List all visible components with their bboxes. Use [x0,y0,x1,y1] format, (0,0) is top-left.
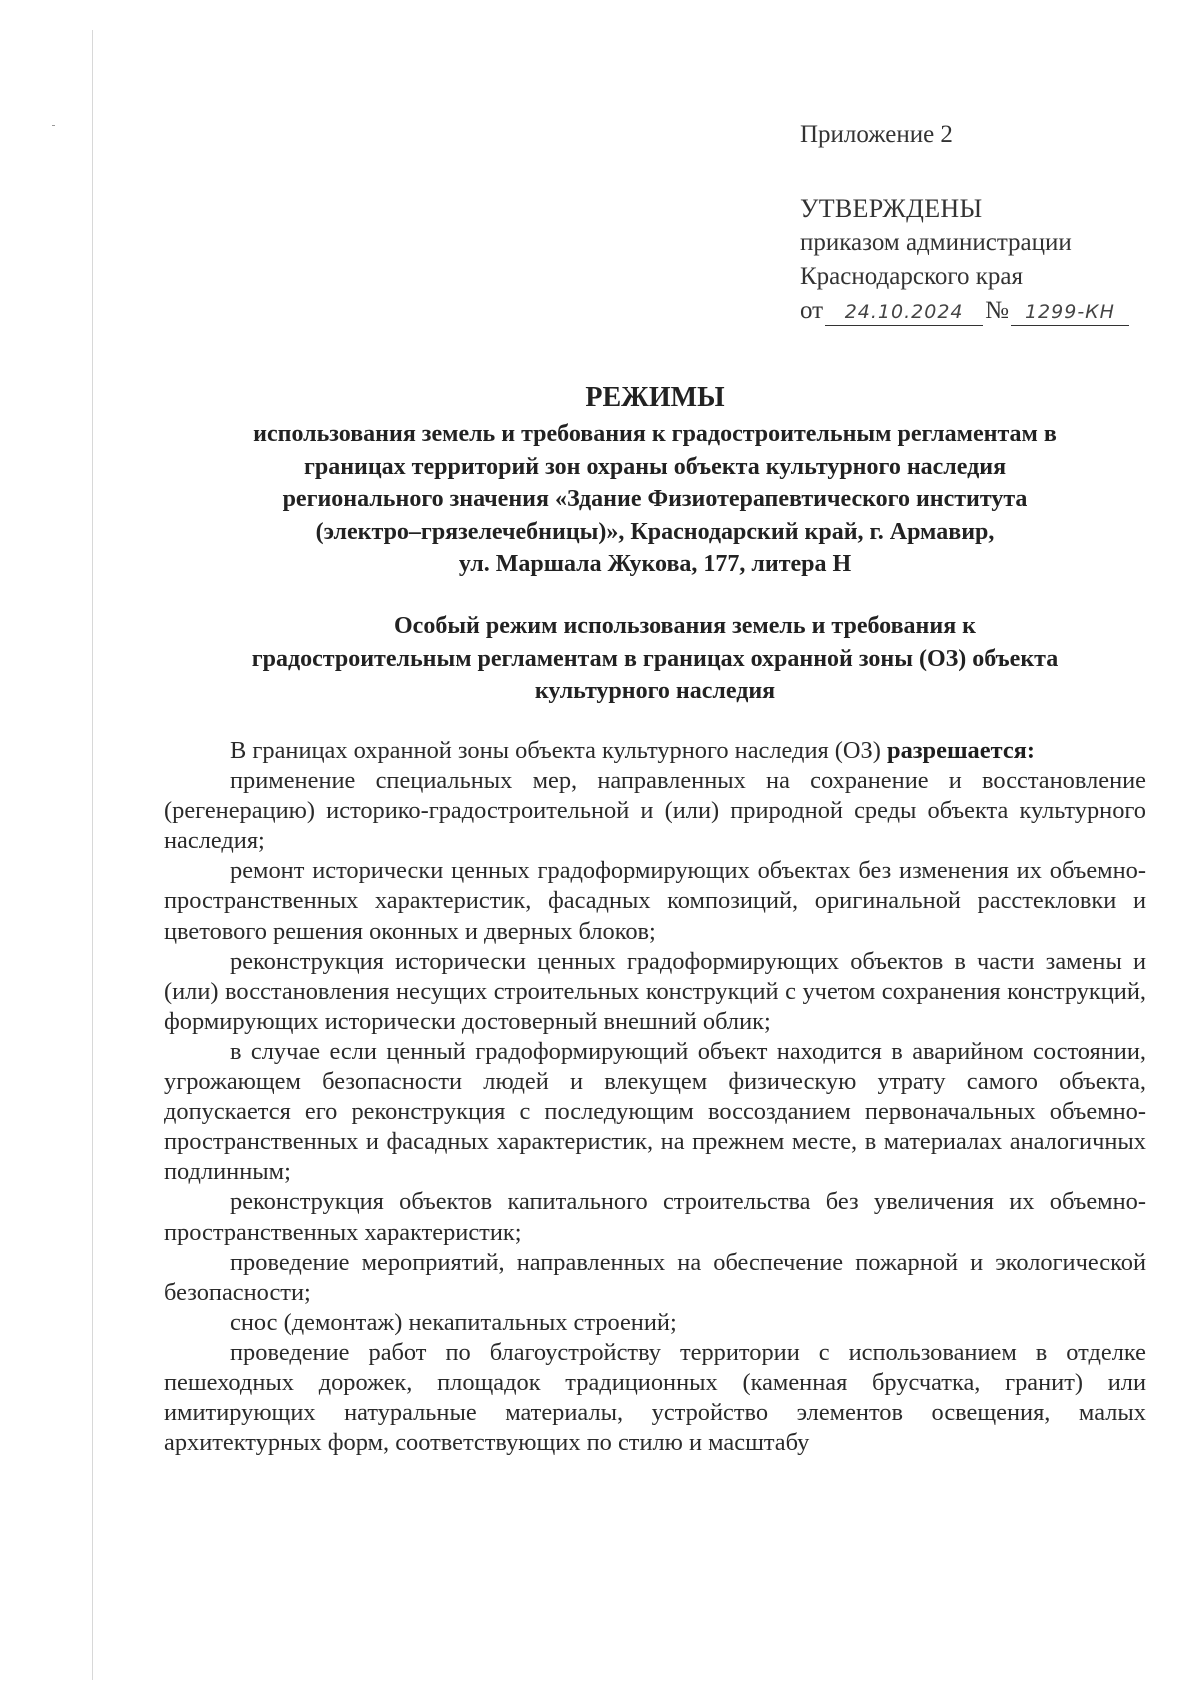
body-paragraph: проведение мероприятий, направленных на обеспечение пожарной и экологической безопасности; [164,1248,1146,1306]
body-paragraph: реконструкция исторически ценных градоформирующих объектов в части замены и (или) восстановления несущих строительных конструкций с учетом сохранения конструкций, формирующих исторически достоверный внешний облик; [164,947,1146,1035]
document-subtitle [164,418,1146,581]
approved-by-line-2: Краснодарского края [800,263,1023,290]
body-paragraph: проведение работ по благоустройству территории с использованием в отделке пешеходных дорожек, площадок традиционных (каменная брусчатка, гранит) или имитирующих натуральные материалы, устройство элементов освещения, малых архитектурных форм, соответствующих по стилю и масштабу [164,1338,1146,1457]
document-body [164,736,1146,1458]
section-heading-line: градостроительным регламентам в границах охранной зоны (ОЗ) объекта [251,645,1059,672]
subtitle-line: (электро–грязелечебницы)», Краснодарский край, г. Армавир, [315,518,995,545]
date-prefix: от [800,297,824,324]
subtitle-line: ул. Маршала Жукова, 177, литера Н [458,551,852,577]
document-title-block [164,380,1146,581]
scan-margin-line [92,30,93,1680]
subtitle-line: использования земель и требования к градостроительным регламентам в [253,421,1057,447]
section-heading [164,610,1146,708]
section-heading-line: Особый режим использования земель и требования к [394,613,976,639]
order-date-line [800,294,1129,328]
body-paragraph: реконструкция объектов капитального строительства без увеличения их объемно-пространственных характеристик; [164,1188,1146,1246]
approval-block [800,192,1129,328]
scan-artifact [52,125,55,126]
body-paragraph: в случае если ценный градоформирующий объект находится в аварийном состоянии, угрожающем безопасности людей и влекущем физическую утрату самого объекта, допускается его реконструкция с последующим воссозданием первоначальных объемно-пространственных и фасадных характеристик, на прежнем месте, в материалах аналогичных подлинным; [164,1037,1146,1186]
subtitle-line: регионального значения «Здание Физиотерапевтического института [282,486,1028,512]
intro-bold: разрешается: [887,737,1035,764]
number-prefix: № [985,297,1009,324]
intro-paragraph [164,736,1146,766]
intro-text: В границах охранной зоны объекта культурного наследия (ОЗ) [230,737,881,764]
approved-word: УТВЕРЖДЕНЫ [800,194,983,223]
body-paragraph: ремонт исторически ценных градоформирующих объектах без изменения их объемно-пространственных характеристик, фасадных композиций, оригинальной расстекловки и цветового решения оконных и дверных блоков; [164,857,1146,945]
document-title: РЕЖИМЫ [585,382,725,413]
appendix-label: Приложение 2 [800,121,953,148]
handwritten-number: 1299-КН [1011,299,1129,326]
body-paragraph: применение специальных мер, направленных на сохранение и восстановление (регенерацию) историко-градостроительной и (или) природной среды объекта культурного наследия; [164,767,1146,855]
handwritten-date: 24.10.2024 [825,299,983,326]
subtitle-line: границах территорий зон охраны объекта культурного наследия [303,453,1007,480]
approved-by-line-1: приказом администрации [800,229,1072,256]
body-paragraph: снос (демонтаж) некапитальных строений; [230,1308,677,1336]
section-heading-line: культурного наследия [534,678,776,704]
